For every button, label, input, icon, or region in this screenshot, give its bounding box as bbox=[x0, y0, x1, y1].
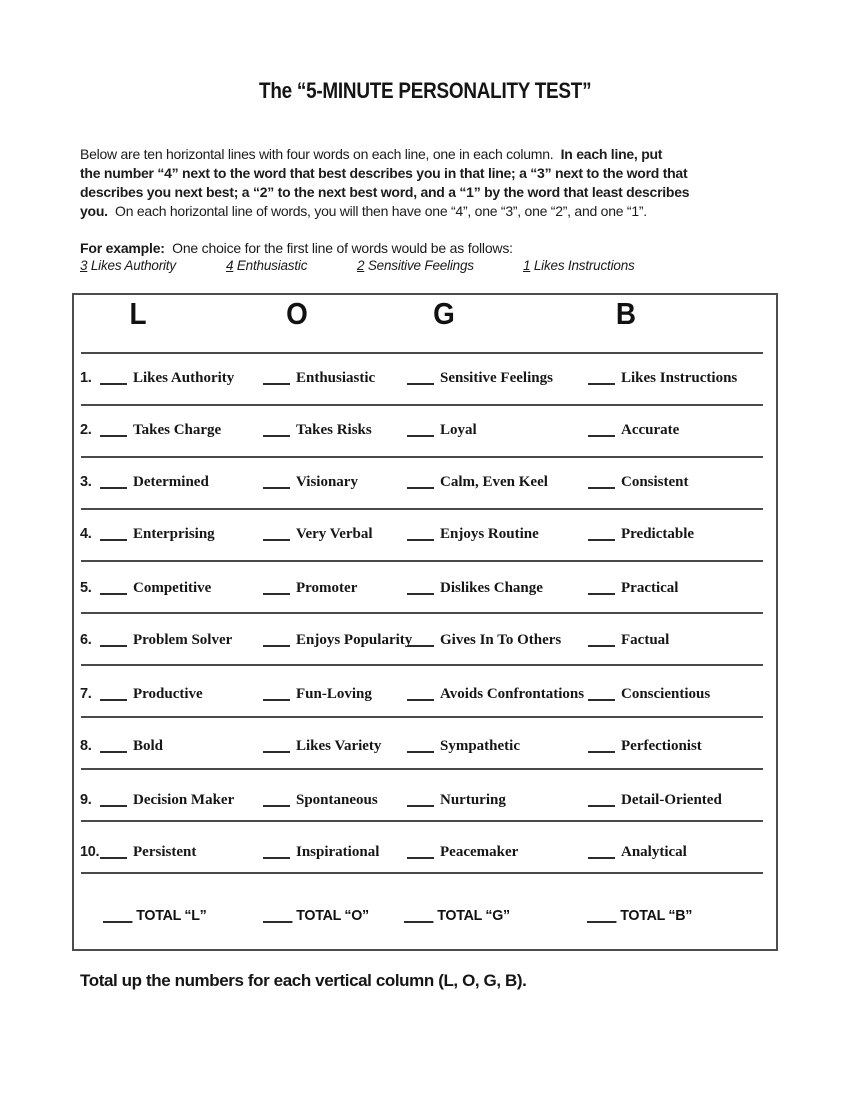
word-label: Likes Variety bbox=[296, 738, 382, 754]
word-label: Enterprising bbox=[133, 526, 215, 542]
word-label: Conscientious bbox=[621, 686, 711, 702]
table-row bbox=[74, 790, 780, 812]
table-row bbox=[74, 736, 780, 758]
answer-blank[interactable] bbox=[407, 581, 434, 595]
answer-blank[interactable] bbox=[100, 475, 127, 489]
word-label: Analytical bbox=[621, 844, 687, 860]
word-label: Competitive bbox=[133, 580, 212, 596]
cell-B bbox=[588, 524, 694, 543]
cell-O bbox=[263, 736, 381, 755]
cell-B bbox=[588, 736, 702, 755]
cell-B bbox=[588, 630, 669, 649]
cell-L bbox=[100, 420, 221, 439]
example-item bbox=[80, 258, 176, 273]
word-label: Nurturing bbox=[440, 792, 506, 808]
example-word: Likes Instructions bbox=[530, 258, 635, 273]
answer-blank[interactable] bbox=[588, 475, 615, 489]
word-label: Decision Maker bbox=[133, 792, 235, 808]
answer-blank[interactable] bbox=[407, 793, 434, 807]
row-number: 8. bbox=[80, 738, 92, 754]
intro-text: On each horizontal line of words, you will then have one “4”, one “3”, one “2”, and one “1”. bbox=[107, 203, 647, 219]
cell-L bbox=[100, 790, 234, 809]
answer-blank[interactable] bbox=[407, 633, 434, 647]
cell-L bbox=[100, 684, 203, 703]
word-label: Sympathetic bbox=[440, 738, 520, 754]
word-label: Factual bbox=[621, 632, 670, 648]
word-label: Detail-Oriented bbox=[621, 792, 722, 808]
answer-blank[interactable] bbox=[588, 845, 615, 859]
word-label: Problem Solver bbox=[133, 632, 233, 648]
total-blank[interactable] bbox=[404, 909, 433, 923]
cell-O bbox=[263, 368, 375, 387]
answer-blank[interactable] bbox=[407, 475, 434, 489]
word-label: Takes Risks bbox=[296, 422, 372, 438]
word-label: Enthusiastic bbox=[296, 370, 376, 386]
cell-B bbox=[588, 472, 689, 491]
row-divider bbox=[81, 716, 763, 718]
answer-blank[interactable] bbox=[407, 687, 434, 701]
example-label: For example: bbox=[80, 240, 165, 256]
row-number: 10. bbox=[80, 844, 100, 860]
intro-line-2 bbox=[80, 164, 689, 183]
answer-blank[interactable] bbox=[100, 423, 127, 437]
word-label: Inspirational bbox=[296, 844, 380, 860]
example-number: 3 bbox=[80, 258, 88, 273]
cell-G bbox=[407, 684, 584, 703]
total-label: TOTAL “O” bbox=[296, 907, 369, 924]
cell-O bbox=[263, 524, 373, 543]
word-label: Accurate bbox=[621, 422, 680, 438]
word-label: Perfectionist bbox=[621, 738, 702, 754]
total-blank[interactable] bbox=[103, 909, 132, 923]
total-cell-G bbox=[404, 906, 510, 925]
answer-blank[interactable] bbox=[263, 687, 290, 701]
answer-blank[interactable] bbox=[588, 687, 615, 701]
cell-O bbox=[263, 684, 372, 703]
cell-O bbox=[263, 472, 358, 491]
word-label: Gives In To Others bbox=[440, 632, 562, 648]
cell-G bbox=[407, 472, 548, 491]
total-cell-B bbox=[587, 906, 692, 925]
answer-blank[interactable] bbox=[100, 739, 127, 753]
cell-L bbox=[100, 630, 232, 649]
example-word: Enthusiastic bbox=[233, 258, 308, 273]
word-label: Loyal bbox=[440, 422, 477, 438]
answer-blank[interactable] bbox=[100, 371, 127, 385]
example-item bbox=[523, 258, 635, 273]
total-blank[interactable] bbox=[587, 909, 616, 923]
row-divider bbox=[81, 872, 763, 874]
answer-blank[interactable] bbox=[100, 793, 127, 807]
word-label: Peacemaker bbox=[440, 844, 519, 860]
word-label: Enjoys Routine bbox=[440, 526, 539, 542]
word-label: Bold bbox=[133, 738, 164, 754]
row-number: 2. bbox=[80, 422, 92, 438]
example-word: Sensitive Feelings bbox=[364, 258, 474, 273]
intro-line-3 bbox=[80, 183, 689, 202]
example-number: 1 bbox=[523, 258, 531, 273]
cell-L bbox=[100, 736, 163, 755]
intro-text-bold: you. bbox=[80, 203, 108, 219]
cell-G bbox=[407, 842, 518, 861]
cell-O bbox=[263, 790, 378, 809]
cell-O bbox=[263, 420, 372, 439]
word-table bbox=[72, 293, 778, 951]
row-divider bbox=[81, 664, 763, 666]
table-row bbox=[74, 630, 780, 652]
answer-blank[interactable] bbox=[588, 581, 615, 595]
cell-L bbox=[100, 578, 211, 597]
answer-blank[interactable] bbox=[263, 793, 290, 807]
cell-G bbox=[407, 790, 506, 809]
total-cell-O bbox=[263, 906, 369, 925]
cell-B bbox=[588, 842, 687, 861]
row-divider bbox=[81, 768, 763, 770]
cell-G bbox=[407, 420, 477, 439]
table-row bbox=[74, 684, 780, 706]
example-word: Likes Authority bbox=[87, 258, 176, 273]
answer-blank[interactable] bbox=[588, 739, 615, 753]
row-number: 4. bbox=[80, 526, 92, 542]
cell-B bbox=[588, 420, 679, 439]
row-number: 9. bbox=[80, 792, 92, 808]
cell-L bbox=[100, 368, 234, 387]
cell-G bbox=[407, 524, 539, 543]
intro-line-1 bbox=[80, 145, 689, 164]
table-row bbox=[74, 524, 780, 546]
example-item bbox=[357, 258, 474, 273]
footer-instruction: Total up the numbers for each vertical column (L, O, G, B). bbox=[80, 971, 527, 990]
total-cell-L bbox=[103, 906, 207, 925]
answer-blank[interactable] bbox=[100, 527, 127, 541]
example-text: One choice for the first line of words would be as follows: bbox=[164, 240, 513, 256]
table-row bbox=[74, 420, 780, 442]
example-number: 2 bbox=[357, 258, 365, 273]
row-divider bbox=[81, 404, 763, 406]
word-label: Persistent bbox=[133, 844, 197, 860]
cell-G bbox=[407, 736, 520, 755]
example-number: 4 bbox=[226, 258, 234, 273]
row-number: 5. bbox=[80, 580, 92, 596]
row-divider bbox=[81, 352, 763, 354]
totals-row bbox=[74, 906, 780, 928]
answer-blank[interactable] bbox=[407, 371, 434, 385]
total-label: TOTAL “L” bbox=[136, 907, 207, 924]
answer-blank[interactable] bbox=[263, 423, 290, 437]
column-header-L: L bbox=[129, 296, 147, 331]
answer-blank[interactable] bbox=[263, 845, 290, 859]
row-number: 3. bbox=[80, 474, 92, 490]
cell-O bbox=[263, 842, 379, 861]
row-divider bbox=[81, 508, 763, 510]
column-header-G: G bbox=[433, 296, 455, 331]
answer-blank[interactable] bbox=[407, 423, 434, 437]
page-title-wrap bbox=[0, 78, 850, 104]
answer-blank[interactable] bbox=[263, 527, 290, 541]
word-label: Predictable bbox=[621, 526, 695, 542]
intro-line-4 bbox=[80, 202, 689, 221]
cell-G bbox=[407, 368, 553, 387]
cell-L bbox=[100, 472, 209, 491]
intro-paragraph bbox=[80, 145, 689, 221]
word-label: Visionary bbox=[296, 474, 358, 490]
word-label: Enjoys Popularity bbox=[296, 632, 413, 648]
word-label: Productive bbox=[133, 686, 203, 702]
word-label: Avoids Confrontations bbox=[440, 686, 585, 702]
word-label: Takes Charge bbox=[133, 422, 222, 438]
cell-L bbox=[100, 842, 196, 861]
cell-L bbox=[100, 524, 215, 543]
answer-blank[interactable] bbox=[100, 687, 127, 701]
cell-B bbox=[588, 684, 710, 703]
answer-blank[interactable] bbox=[263, 371, 290, 385]
answer-blank[interactable] bbox=[263, 633, 290, 647]
intro-text-bold: describes you next best; a “2” to the next best word, and a “1” by the word that least describes bbox=[80, 184, 690, 200]
row-number: 6. bbox=[80, 632, 92, 648]
example-heading bbox=[80, 240, 513, 256]
word-label: Spontaneous bbox=[296, 792, 378, 808]
word-label: Likes Instructions bbox=[621, 370, 738, 386]
intro-text-bold: In each line, put bbox=[560, 146, 663, 162]
answer-blank[interactable] bbox=[100, 845, 127, 859]
word-label: Calm, Even Keel bbox=[440, 474, 548, 490]
answer-blank[interactable] bbox=[588, 527, 615, 541]
word-label: Dislikes Change bbox=[440, 580, 543, 596]
answer-blank[interactable] bbox=[407, 527, 434, 541]
cell-O bbox=[263, 578, 357, 597]
row-divider bbox=[81, 612, 763, 614]
word-label: Practical bbox=[621, 580, 679, 596]
row-divider bbox=[81, 560, 763, 562]
table-row bbox=[74, 578, 780, 600]
intro-text: Below are ten horizontal lines with four words on each line, one in each column. bbox=[80, 146, 561, 162]
total-label: TOTAL “B” bbox=[620, 907, 693, 924]
word-label: Very Verbal bbox=[296, 526, 373, 542]
answer-blank[interactable] bbox=[100, 633, 127, 647]
row-number: 7. bbox=[80, 686, 92, 702]
answer-blank[interactable] bbox=[588, 793, 615, 807]
answer-blank[interactable] bbox=[263, 581, 290, 595]
answer-blank[interactable] bbox=[263, 739, 290, 753]
cell-O bbox=[263, 630, 412, 649]
answer-blank[interactable] bbox=[407, 739, 434, 753]
example-item bbox=[226, 258, 307, 273]
page-title: The “5-MINUTE PERSONALITY TEST” bbox=[258, 78, 592, 103]
word-label: Promoter bbox=[296, 580, 358, 596]
row-number: 1. bbox=[80, 370, 92, 386]
total-blank[interactable] bbox=[263, 909, 292, 923]
answer-blank[interactable] bbox=[263, 475, 290, 489]
word-label: Fun-Loving bbox=[296, 686, 372, 702]
cell-G bbox=[407, 630, 561, 649]
row-divider bbox=[81, 456, 763, 458]
answer-blank[interactable] bbox=[588, 423, 615, 437]
cell-B bbox=[588, 368, 737, 387]
example-row bbox=[0, 258, 850, 276]
word-label: Consistent bbox=[621, 474, 689, 490]
row-divider bbox=[81, 820, 763, 822]
table-row bbox=[74, 472, 780, 494]
intro-text-bold: the number “4” next to the word that best describes you in that line; a “3” next to the word that bbox=[80, 165, 688, 181]
table-row bbox=[74, 368, 780, 390]
word-label: Likes Authority bbox=[133, 370, 235, 386]
column-header-B: B bbox=[615, 296, 637, 331]
answer-blank[interactable] bbox=[588, 633, 615, 647]
total-label: TOTAL “G” bbox=[437, 907, 510, 924]
table-row bbox=[74, 842, 780, 864]
answer-blank[interactable] bbox=[407, 845, 434, 859]
word-label: Sensitive Feelings bbox=[440, 370, 553, 386]
cell-B bbox=[588, 578, 678, 597]
word-label: Determined bbox=[133, 474, 209, 490]
cell-B bbox=[588, 790, 722, 809]
answer-blank[interactable] bbox=[588, 371, 615, 385]
cell-G bbox=[407, 578, 543, 597]
answer-blank[interactable] bbox=[100, 581, 127, 595]
column-header-O: O bbox=[286, 296, 308, 331]
